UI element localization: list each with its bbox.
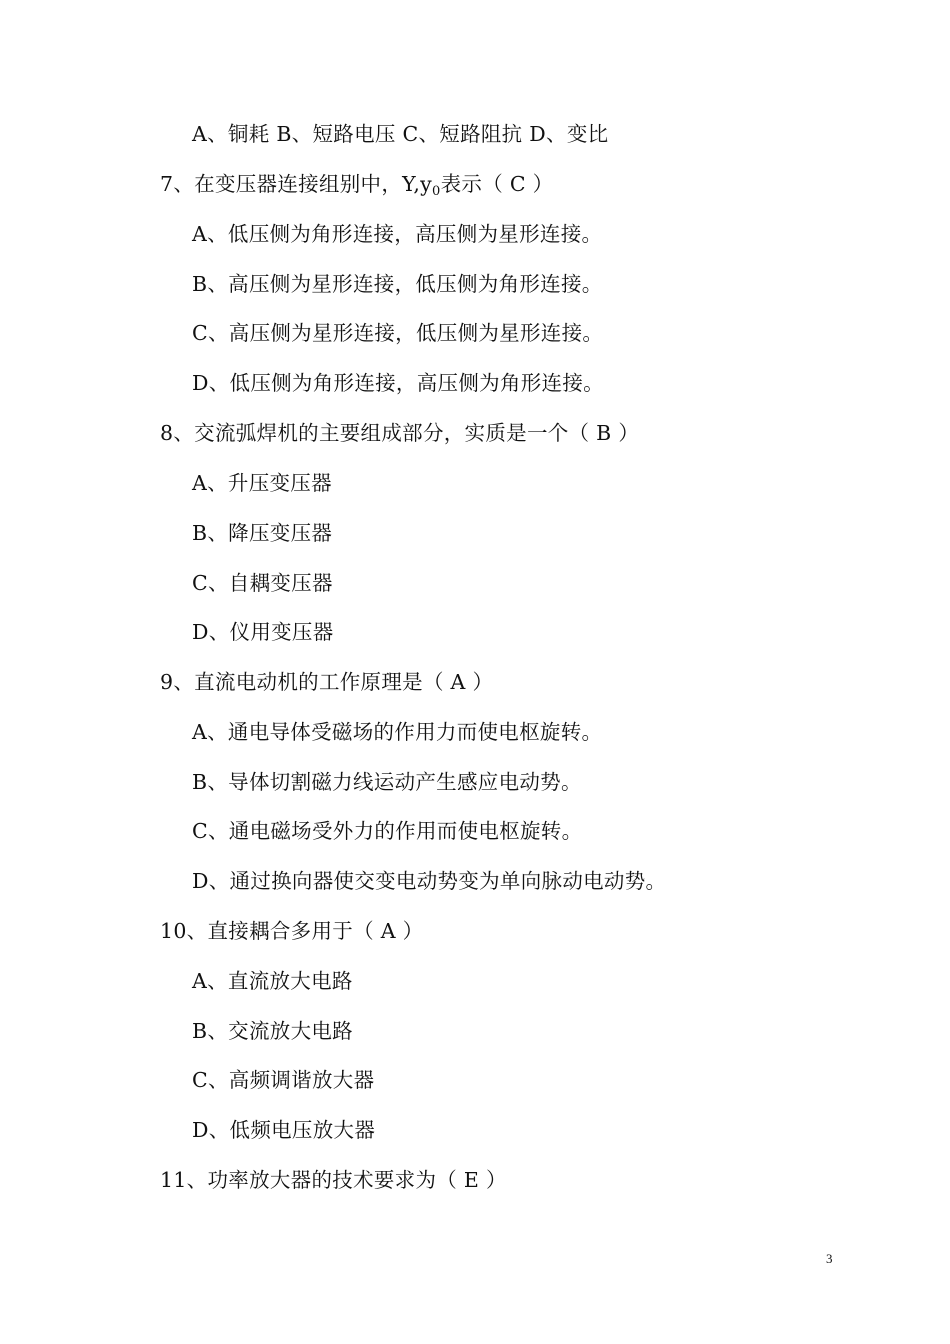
option-line: C、自耦变压器 — [192, 571, 333, 595]
question-8: 8、交流弧焊机的主要组成部分，实质是一个（ B ） — [160, 421, 640, 445]
option-line: B、导体切割磁力线运动产生感应电动势。 — [192, 770, 582, 794]
question-10: 10、直接耦合多用于（ A ） — [160, 919, 424, 943]
option-line: A、低压侧为角形连接，高压侧为星形连接。 — [192, 222, 603, 246]
subscript-zero: 0 — [432, 184, 441, 199]
option-line: C、高频调谐放大器 — [192, 1068, 375, 1092]
option-line: A、铜耗 B、短路电压 C、短路阻抗 D、变比 — [192, 122, 609, 146]
option-line: D、低压侧为角形连接，高压侧为角形连接。 — [192, 371, 604, 395]
option-line: D、通过换向器使交变电动势变为单向脉动电动势。 — [192, 869, 667, 893]
option-line: A、通电导体受磁场的作用力而使电枢旋转。 — [192, 720, 603, 744]
question-7 — [160, 171, 553, 205]
question-7-suffix: 表示（ C ） — [440, 172, 554, 196]
option-line: A、直流放大电路 — [192, 969, 353, 993]
option-line: C、通电磁场受外力的作用而使电枢旋转。 — [192, 819, 583, 843]
page-number: 3 — [826, 1251, 833, 1266]
option-line: C、高压侧为星形连接，低压侧为星形连接。 — [192, 321, 604, 345]
question-11: 11、功率放大器的技术要求为（ E ） — [160, 1168, 507, 1192]
question-7-prefix: 7、在变压器连接组别中，Y,y — [160, 172, 433, 196]
option-line: B、交流放大电路 — [192, 1019, 353, 1043]
question-9: 9、直流电动机的工作原理是（ A ） — [160, 670, 494, 694]
option-line: B、高压侧为星形连接，低压侧为角形连接。 — [192, 272, 603, 296]
option-line: D、仪用变压器 — [192, 620, 334, 644]
option-line: B、降压变压器 — [192, 521, 333, 545]
option-line: D、低频电压放大器 — [192, 1118, 376, 1142]
option-line: A、升压变压器 — [192, 471, 332, 495]
